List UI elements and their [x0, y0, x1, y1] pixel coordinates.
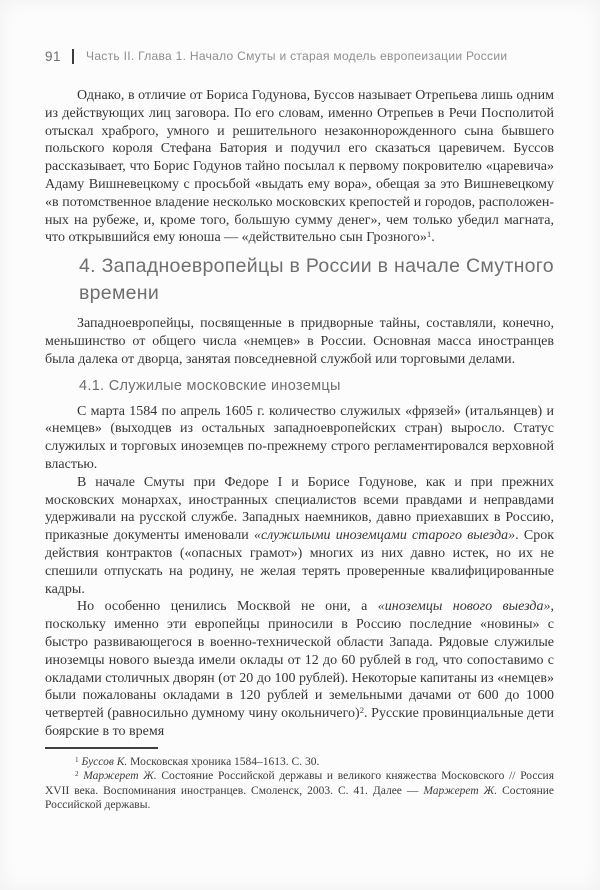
section-heading: 4. Западноевропейцы в России в начале Смутного времени: [79, 255, 554, 305]
paragraph-westerners-minority: Западноевропейцы, посвященные в придворные тайны, составляли, конечно, меньшинство от общего числа «немцев» в России. Основная масса иностранцев была далека от дворца, занятая повседневной службой или торговыми делами.: [45, 316, 554, 367]
subsection-heading: 4.1. Служилые московские иноземцы: [79, 377, 341, 394]
paragraph-busso-otrepyev: Однако, в отличие от Бориса Годунова, Буссов называет Отрепьева лишь одним из действующих лиц заговора. По его словам, именно Отрепьев в Речи Посполитой отыскал храброго, умного и решительного незаконнорожденного сына бывшего польского короля Стефана Батория и подучил его сказаться царевичем. Буссов рассказывает, что Борис Годунов тайно посылал к первому покровителю «царевича» Адаму Вишневецкому с просьбой «выдать ему вора», обещая за это Вишневецкому «в потомственное владение несколько московских крепостей и городов, расположенных на рубеже, и, кроме того, большую сумму денег», чем только убедил магната, что открывшийся ему юноша — «действительно сын Грозного»$^1$.: [45, 88, 554, 246]
running-head: [45, 48, 554, 64]
page-body: [45, 87, 554, 741]
running-title: Часть II. Глава 1. Начало Смуты и старая модель европеизации России: [86, 49, 508, 63]
header-divider: [72, 49, 74, 64]
footnote-2: $^2$ Маржерет Ж. Состояние Российской державы и великого княжества Московского // Россия XVII века. Воспоминания иностранцев. Смоленск, 2003. С. 41. Далее — Маржерет Ж. Состояние Российской державы.: [45, 769, 554, 811]
footnotes-section: [45, 747, 554, 813]
footnote-1: $^1$ Буссов К. Московская хроника 1584–1613. С. 30.: [75, 755, 320, 768]
footnote-separator: [45, 747, 158, 749]
paragraph-old-arrival-foreigners: В начале Смуты при Федоре I и Борисе Годунове, как и при прежних московских монархах, иностранных специалистов всеми правдами и неправдами удерживали на русской службе. Западных наемников, давно приехавших в Россию, приказные документы именовали «служилыми иноземцами старого выезда». Срок действия контрактов («опасных грамот») многих из них давно истек, но их не спешили отпускать на родину, не желая терять проверенные квалифицированные кадры.: [45, 474, 554, 597]
paragraph-service-foreigners-growth: С марта 1584 по апрель 1605 г. количество служилых «фрязей» (итальянцев) и «немцев» (выходцев из остальных западноевропейских стран) выросло. Статус служилых и торговых иноземцев по-прежнему строго регламентировался верховной властью.: [45, 403, 554, 472]
paragraph-new-arrival-foreigners: Но особенно ценились Москвой не они, а «иноземцы нового выезда», поскольку именно эти европейцы приносили в Россию последние «новины» с быстро развивающегося в военно-технической области Запада. Рядовые служилые иноземцы нового выезда имели оклады от 12 до 60 рублей в год, что сопоставимо с окладами столичных дворян (от 20 до 100 рублей). Некоторые капитаны из «немцев» были пожалованы окладами в 120 рублей и земельными дачами от 600 до 1000 четвертей (равносильно думному чину окольничего)$^2$. Русские провинциальные дети боярские в то время: [45, 599, 555, 739]
page-number: 91: [45, 48, 62, 64]
